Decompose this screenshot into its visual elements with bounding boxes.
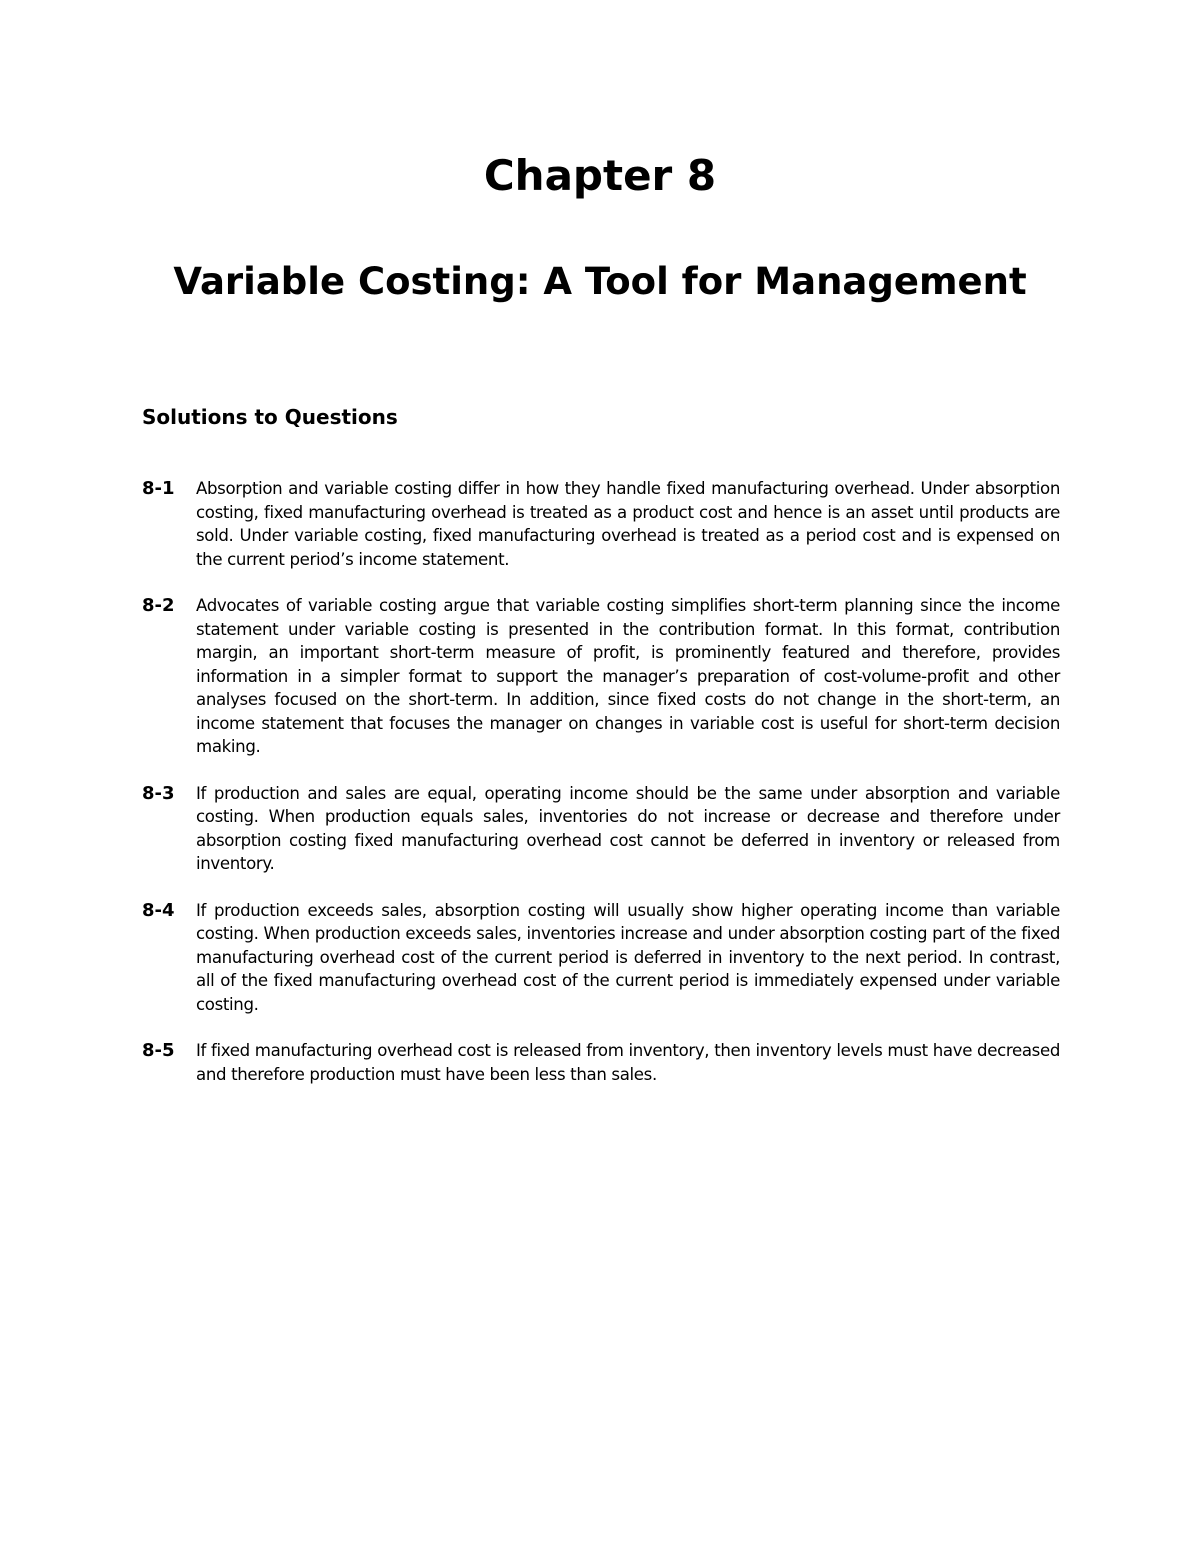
question-item — [142, 782, 1060, 876]
question-number: 8-1 — [142, 478, 175, 499]
question-number: 8-3 — [142, 782, 175, 804]
question-number: 8-4 — [142, 899, 175, 921]
question-number: 8-5 — [142, 1040, 175, 1061]
chapter-title-heading: Variable Costing: A Tool for Management — [173, 260, 1027, 303]
question-item — [142, 477, 1060, 571]
question-answer: If fixed manufacturing overhead cost is released from inventory, then inventory levels must have decreased and therefore production must have been less than sales. — [196, 1041, 1060, 1084]
question-number: 8-2 — [142, 595, 175, 616]
question-item — [142, 899, 1060, 1017]
question-answer: If production exceeds sales, absorption costing will usually show higher operating income than variable costing. When production exceeds sales, inventories increase and under absorption costing part of the fixed manufacturing overhead cost of the current period is deferred in inventory to the next period. In contrast, all of the fixed manufacturing overhead cost of the current period is immediately expensed under variable costing. — [196, 900, 1060, 1014]
question-answer: Advocates of variable costing argue that variable costing simplifies short-term planning since the income statement under variable costing is presented in the contribution format. In this format, contribution margin, an important short-term measure of profit, is prominently featured and therefore, provides information in a simpler format to support the manager’s preparation of cost-volume-profit and other analyses focused on the short-term. In addition, since fixed costs do not change in the short-term, an income statement that focuses the manager on changes in variable cost is useful for short-term decision making. — [196, 596, 1060, 756]
question-answer: If production and sales are equal, operating income should be the same under absorption and variable costing. When production equals sales, inventories do not increase or decrease and therefore under absorption costing fixed manufacturing overhead cost cannot be deferred in inventory or released from inventory. — [196, 783, 1060, 873]
question-item — [142, 1039, 1060, 1086]
question-answer: Absorption and variable costing differ in how they handle fixed manufacturing overhead. Under absorption costing, fixed manufacturing overhead is treated as a product cost and hence is an asset until products are sold. Under variable costing, fixed manufacturing overhead is treated as a period cost and is expensed on the current period’s income statement. — [196, 479, 1060, 569]
questions-list — [142, 477, 1060, 1109]
chapter-number-heading: Chapter 8 — [483, 151, 717, 200]
question-item — [142, 594, 1060, 759]
section-heading: Solutions to Questions — [142, 405, 398, 429]
